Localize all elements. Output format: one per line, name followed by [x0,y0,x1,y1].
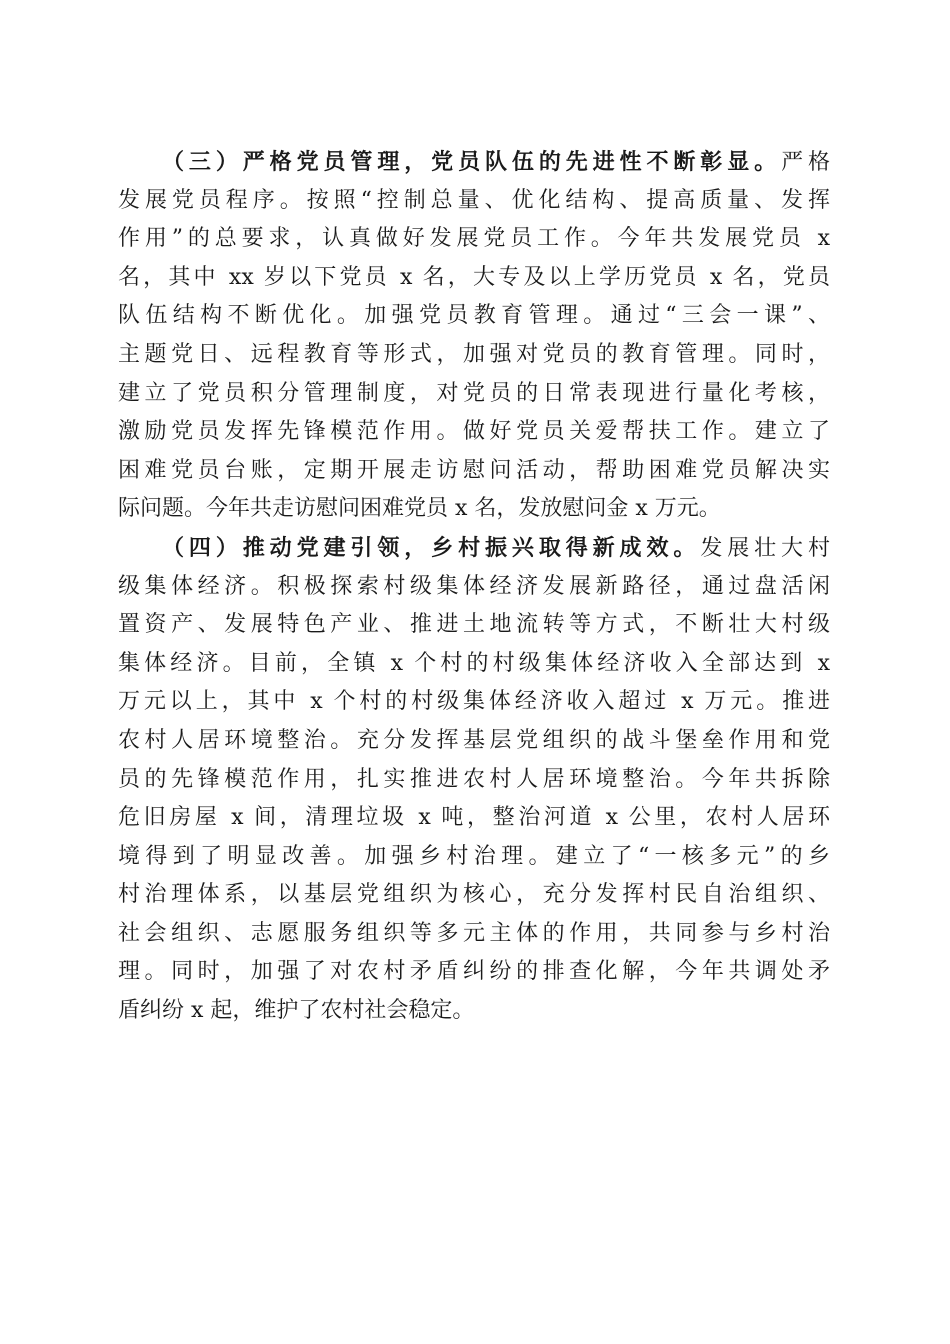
paragraph-line: 置资产、发展特色产业、推进土地流转等方式，不断壮大村级 [118,612,830,638]
paragraph-line: 困难党员台账，定期开展走访慰问活动，帮助困难党员解决实 [118,457,830,483]
paragraph-line: 危旧房屋 x 间，清理垃圾 x 吨，整治河道 x 公里，农村人居环 [118,805,830,831]
paragraph-line: 发展党员程序。按照“控制总量、优化结构、提高质量、发挥 [118,187,830,213]
paragraph-line: 农村人居环境整治。充分发挥基层党组织的战斗堡垒作用和党 [118,727,830,753]
paragraph-text: 严格 [781,150,830,175]
paragraph-line: 员的先锋模范作用，扎实推进农村人居环境整治。今年共拆除 [118,766,830,792]
paragraph-line: 集体经济。目前，全镇 x 个村的村级集体经济收入全部达到 x [118,650,830,676]
paragraph-line: 盾纠纷 x 起，维护了农村社会稳定。 [118,998,475,1024]
paragraph-line: 作用”的总要求，认真做好发展党员工作。今年共发展党员 x [118,226,830,252]
paragraph-text: 发展壮大村 [700,535,830,561]
paragraph-4-line-1 [118,529,830,568]
document-body [118,143,830,1031]
paragraph-line: 理。同时，加强了对农村矛盾纠纷的排查化解，今年共调处矛 [118,959,830,985]
paragraph-line: 建立了党员积分管理制度，对党员的日常表现进行量化考核， [118,380,830,406]
paragraph-line: 社会组织、志愿服务组织等多元主体的作用，共同参与乡村治 [118,920,830,946]
section-heading-3: （三）严格党员管理，党员队伍的先进性不断彰显。 [162,149,782,175]
paragraph-line: 万元以上，其中 x 个村的村级集体经济收入超过 x 万元。推进 [118,689,830,715]
paragraph-line: 村治理体系，以基层党组织为核心，充分发挥村民自治组织、 [118,882,830,908]
paragraph-line: 境得到了明显改善。加强乡村治理。建立了“一核多元”的乡 [118,843,830,869]
paragraph-line: 激励党员发挥先锋模范作用。做好党员关爱帮扶工作。建立了 [118,419,830,445]
paragraph-3-line-1 [118,143,830,182]
paragraph-line: 队伍结构不断优化。加强党员教育管理。通过“三会一课”、 [118,303,830,329]
paragraph-line: 主题党日、远程教育等形式，加强对党员的教育管理。同时， [118,341,830,367]
paragraph-line: 际问题。今年共走访慰问困难党员 x 名，发放慰问金 x 万元。 [118,496,721,522]
section-heading-4: （四）推动党建引领，乡村振兴取得新成效。 [162,534,701,561]
paragraph-line: 名，其中 xx 岁以下党员 x 名，大专及以上学历党员 x 名，党员 [118,264,830,290]
paragraph-line: 级集体经济。积极探索村级集体经济发展新路径，通过盘活闲 [118,573,830,599]
